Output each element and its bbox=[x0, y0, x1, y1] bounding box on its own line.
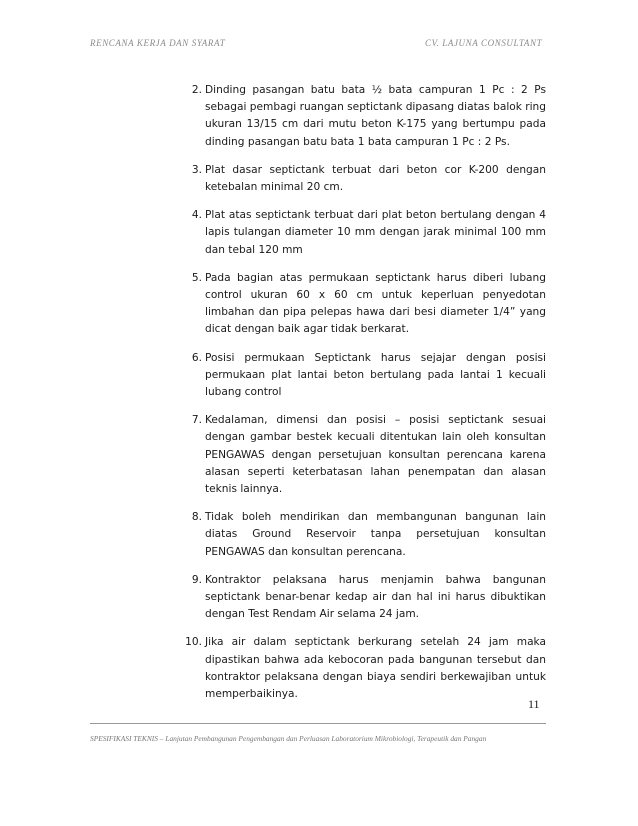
list-item bbox=[176, 207, 546, 259]
list-item-number: 8. bbox=[191, 511, 202, 524]
list-item bbox=[176, 572, 546, 624]
list-item-number: 4. bbox=[191, 209, 202, 222]
list-item-number: 7. bbox=[191, 414, 202, 427]
list-item-text: Plat atas septictank terbuat dari plat beton bertulang dengan 4 lapis tulangan diameter 10 mm dengan jarak minimal 100 mm dan tebal 120 mm bbox=[205, 209, 546, 256]
header-left: RENCANA KERJA DAN SYARAT bbox=[90, 38, 226, 48]
list-item-number: 10. bbox=[185, 636, 202, 649]
list-item-number: 3. bbox=[191, 163, 202, 176]
specification-list bbox=[176, 82, 546, 714]
header-right: CV. LAJUNA CONSULTANT bbox=[425, 38, 543, 48]
list-item bbox=[176, 162, 546, 196]
list-item bbox=[176, 412, 546, 498]
list-item-text: Tidak boleh mendirikan dan membangunan bangunan lain diatas Ground Reservoir tanpa persetujuan konsultan PENGAWAS dan konsultan perencana. bbox=[205, 511, 546, 558]
page-number: 11 bbox=[528, 697, 540, 711]
list-item-text: Plat dasar septictank terbuat dari beton cor K-200 dengan ketebalan minimal 20 cm. bbox=[205, 163, 546, 194]
list-item-text: Dinding pasangan batu bata ½ bata campuran 1 Pc : 2 Ps sebagai pembagi ruangan septictank dipasang diatas balok ring ukuran 13/15 cm dari mutu beton K-175 yang bertumpu pada dinding pasangan batu bata 1 bata campuran 1 Pc : 2 Ps. bbox=[205, 84, 546, 148]
list-item-number: 5. bbox=[191, 271, 202, 284]
footer-text: SPESIFIKASI TEKNIS – Lanjutan Pembangunan Pengembangan dan Perluasan Laboratorium Mikrobiologi, Terapeutik dan Pangan bbox=[90, 734, 487, 743]
list-item-text: Posisi permukaan Septictank harus sejajar dengan posisi permukaan plat lantai beton bertulang pada lantai 1 kecuali lubang control bbox=[205, 351, 546, 399]
list-item bbox=[176, 82, 546, 151]
list-item-number: 9. bbox=[191, 573, 202, 586]
list-item-text: Pada bagian atas permukaan septictank harus diberi lubang control ukuran 60 x 60 cm untuk keperluan penyedotan limbahan dan pipa pelepas hawa dari besi diameter 1/4” yang dicat dengan baik agar tidak berkarat. bbox=[205, 271, 546, 336]
list-item-number: 6. bbox=[191, 351, 202, 364]
list-item bbox=[176, 270, 546, 339]
list-item-text: Kedalaman, dimensi dan posisi – posisi septictank sesuai dengan gambar bestek kecuali ditentukan lain oleh konsultan PENGAWAS dengan persetujuan konsultan perencana karena alasan seperti keterbatasan lahan penempatan dan alasan teknis lainnya. bbox=[205, 414, 546, 496]
list-item-number: 2. bbox=[191, 84, 202, 96]
list-item bbox=[176, 634, 546, 703]
list-item bbox=[176, 509, 546, 561]
footer-divider bbox=[90, 723, 546, 724]
list-item-text: Jika air dalam septictank berkurang setelah 24 jam maka dipastikan bahwa ada kebocoran pada bangunan tersebut dan kontraktor pelaksana dengan biaya sendiri berkewajiban untuk memperbaikinya. bbox=[205, 636, 546, 701]
list-item-text: Kontraktor pelaksana harus menjamin bahwa bangunan septictank benar-benar kedap air dan hal ini harus dibuktikan dengan Test Rendam Air selama 24 jam. bbox=[205, 573, 546, 621]
list-item bbox=[176, 350, 546, 402]
